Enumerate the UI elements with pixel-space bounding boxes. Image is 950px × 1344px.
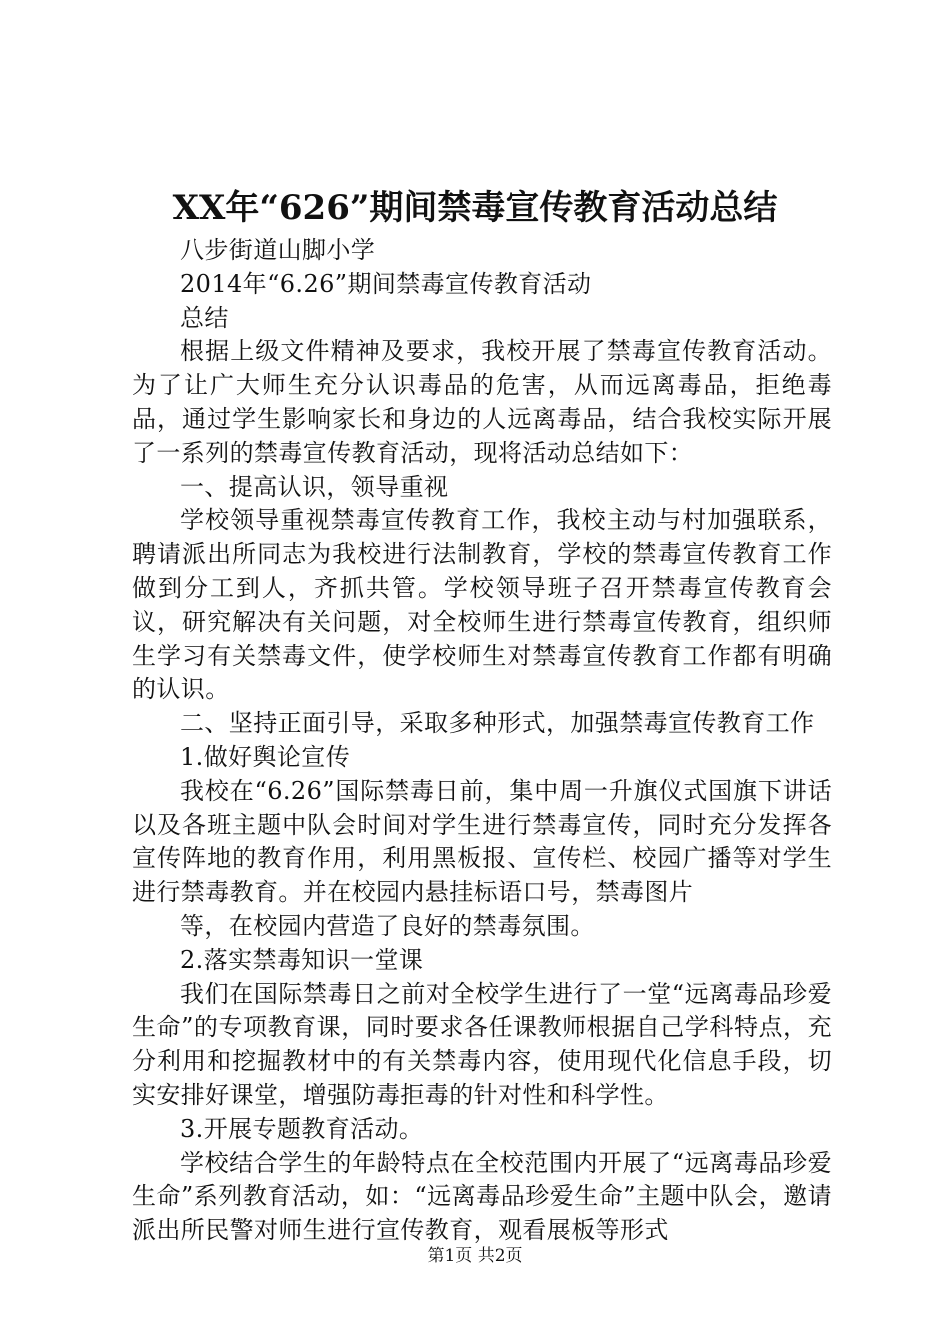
heading-item-1: 1.做好舆论宣传 (180, 742, 351, 771)
heading-section-2: 二、坚持正面引导，采取多种形式，加强禁毒宣传教育工作 (180, 709, 815, 738)
paragraph-school: 八步街道山脚小学 (180, 236, 376, 264)
page-footer: 第1页 共2页 (427, 1246, 523, 1266)
paragraph-item-1-cont: 等，在校园内营造了良好的禁毒氛围。 (180, 911, 595, 940)
paragraph-summary-label: 总结 (180, 303, 229, 332)
document-body (132, 234, 832, 1248)
paragraph-subtitle: 2014年“6.26”期间禁毒宣传教育活动 (180, 269, 592, 298)
paragraph-item-3: 学校结合学生的年龄特点在全校范围内开展了“远离毒品珍爱生命”系列教育活动，如：“远离毒品珍爱生命”主题中队会，邀请派出所民警对师生进行宣传教育，观看展板等形式 (132, 1148, 832, 1245)
paragraph-section-1: 学校领导重视禁毒宣传教育工作，我校主动与村加强联系，聘请派出所同志为我校进行法制教育，学校的禁毒宣传教育工作做到分工到人，齐抓共管。学校领导班子召开禁毒宣传教育会议，研究解决有关问题，对全校师生进行禁毒宣传教育，组织师生学习有关禁毒文件，使学校师生对禁毒宣传教育工作都有明确的认识。 (132, 506, 832, 704)
heading-item-2: 2.落实禁毒知识一堂课 (180, 945, 424, 974)
heading-section-1: 一、提高认识，领导重视 (180, 472, 449, 501)
paragraph-item-1: 我校在“6.26”国际禁毒日前，集中周一升旗仪式国旗下讲话以及各班主题中队会时间对学生进行禁毒宣传，同时充分发挥各宣传阵地的教育作用，利用黑板报、宣传栏、校园广播等对学生进行禁毒教育。并在校园内悬挂标语口号，禁毒图片 (132, 776, 832, 907)
document-title: XX年“626”期间禁毒宣传教育活动总结 (172, 188, 778, 228)
paragraph-item-2: 我们在国际禁毒日之前对全校学生进行了一堂“远离毒品珍爱生命”的专项教育课，同时要求各任课教师根据自己学科特点，充分利用和挖掘教材中的有关禁毒内容，使用现代化信息手段，切实安排好课堂，增强防毒拒毒的针对性和科学性。 (132, 979, 832, 1109)
paragraph-intro: 根据上级文件精神及要求，我校开展了禁毒宣传教育活动。为了让广大师生充分认识毒品的危害，从而远离毒品，拒绝毒品，通过学生影响家长和身边的人远离毒品，结合我校实际开展了一系列的禁毒宣传教育活动，现将活动总结如下： (132, 337, 832, 467)
heading-item-3: 3.开展专题教育活动。 (180, 1114, 424, 1143)
